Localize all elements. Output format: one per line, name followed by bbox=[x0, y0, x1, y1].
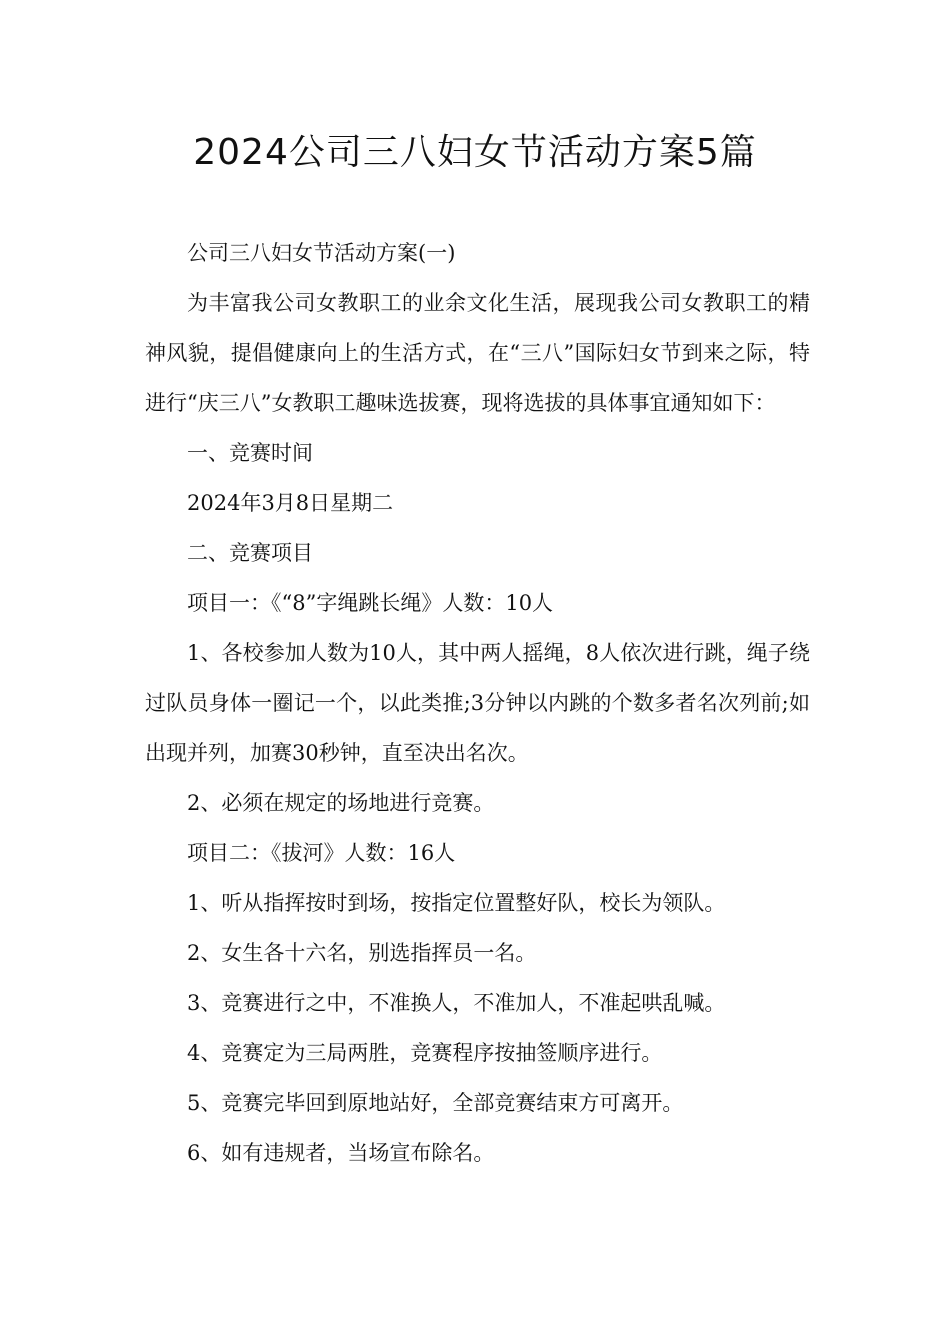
intro-paragraph: 为丰富我公司女教职工的业余文化生活，展现我公司女教职工的精神风貌，提倡健康向上的生活方式，在“三八”国际妇女节到来之际，特进行“庆三八”女教职工趣味选拔赛，现将选拔的具体事宜通知如下： bbox=[145, 291, 810, 415]
event-two-rule-3: 3、竞赛进行之中，不准换人，不准加人，不准起哄乱喊。 bbox=[187, 991, 726, 1015]
event-two-rule-6: 6、如有违规者，当场宣布除名。 bbox=[187, 1141, 495, 1165]
event-one-rule-1: 1、各校参加人数为10人，其中两人摇绳，8人依次进行跳，绳子绕过队员身体一圈记一个，以此类推;3分钟以内跳的个数多者名次列前;如出现并列，加赛30秒钟，直至决出名次。 bbox=[145, 641, 810, 765]
event-two-rule-1: 1、听从指挥按时到场，按指定位置整好队，校长为领队。 bbox=[187, 891, 726, 915]
event-one-rule-2: 2、必须在规定的场地进行竞赛。 bbox=[187, 791, 495, 815]
event-two-heading: 项目二：《拔河》人数：16人 bbox=[187, 841, 456, 865]
document-body bbox=[145, 228, 810, 1178]
competition-date: 2024年3月8日星期二 bbox=[187, 491, 394, 515]
section-heading: 公司三八妇女节活动方案(一) bbox=[187, 241, 456, 265]
document-title: 2024公司三八妇女节活动方案5篇 bbox=[193, 132, 757, 173]
section-heading-time: 一、竞赛时间 bbox=[187, 441, 313, 465]
event-two-rule-4: 4、竞赛定为三局两胜，竞赛程序按抽签顺序进行。 bbox=[187, 1041, 663, 1065]
event-two-rule-5: 5、竞赛完毕回到原地站好，全部竞赛结束方可离开。 bbox=[187, 1091, 684, 1115]
event-one-heading: 项目一：《“8”字绳跳长绳》人数：10人 bbox=[187, 591, 554, 615]
section-heading-events: 二、竞赛项目 bbox=[187, 541, 313, 565]
event-two-rule-2: 2、女生各十六名，别选指挥员一名。 bbox=[187, 941, 537, 965]
